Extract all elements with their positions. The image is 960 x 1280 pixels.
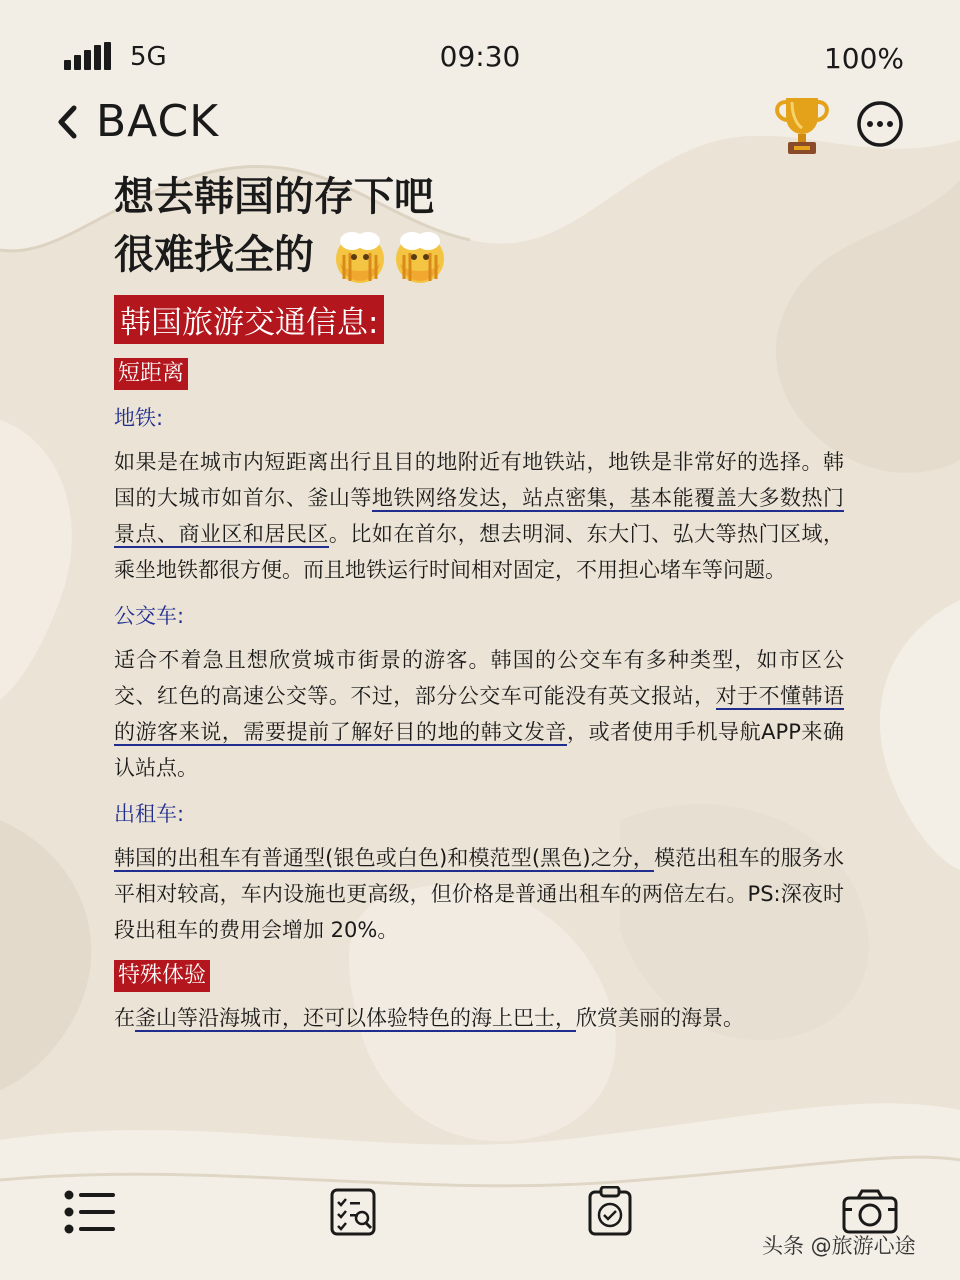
- bus-label: 公交车:: [114, 604, 185, 628]
- more-icon[interactable]: [856, 100, 904, 148]
- taxi-paragraph: [114, 840, 844, 948]
- subway-label: 地铁:: [114, 406, 164, 430]
- bus-text-2: ，或者使用手机导航APP来确认站点。: [114, 720, 844, 780]
- back-label: BACK: [96, 96, 220, 147]
- special-experience-tag: 特殊体验: [114, 960, 210, 992]
- special-paragraph: [114, 1000, 844, 1036]
- taxi-label: 出租车:: [114, 802, 185, 826]
- back-button[interactable]: [56, 96, 219, 147]
- watermark: 头条 @旅游心途: [762, 1234, 916, 1258]
- subway-underlined: 地铁网络发达，站点密集，基本能覆盖大多数热门景点、商业区和居民区: [114, 486, 845, 546]
- bus-text-1: 适合不着急且想欣赏城市街景的游客。韩国的公交车有多种类型，如市区公交、红色的高速公交等。不过，部分公交车可能没有英文报站，: [114, 648, 844, 708]
- special-text-1: 在: [114, 1006, 135, 1030]
- checklist-search-icon[interactable]: [330, 1188, 376, 1236]
- clock: 09:30: [439, 40, 521, 73]
- subway-text-1: 如果是在城市内短距离出行且目的地附近有地铁站，地铁是非常好的选择。韩国的大城市如首尔、釜山等: [114, 450, 844, 510]
- bus-underlined: 对于不懂韩语的游客来说，需要提前了解好目的地的韩文发音: [114, 684, 845, 744]
- battery-level: 100%: [823, 42, 904, 75]
- subway-text-2: 。比如在首尔，想去明洞、东大门、弘大等热门区域，乘坐地铁都很方便。而且地铁运行时间相对固定，不用担心堵车等问题。: [114, 522, 845, 582]
- headline-line-2: 很难找全的: [114, 232, 314, 278]
- headline-line-1: 想去韩国的存下吧: [114, 174, 434, 220]
- face-hands-emoji-icon: [332, 229, 448, 285]
- bus-paragraph: [114, 642, 844, 786]
- chevron-left-icon: [56, 104, 78, 140]
- nav-bar: [0, 96, 960, 160]
- special-underlined: 釜山等沿海城市，还可以体验特色的海上巴士，: [135, 1006, 576, 1030]
- bottom-toolbar: [0, 1186, 960, 1258]
- camera-icon[interactable]: [842, 1188, 898, 1234]
- clipboard-check-icon[interactable]: [588, 1186, 632, 1236]
- subway-paragraph: [114, 444, 844, 588]
- special-text-2: 欣赏美丽的海景。: [576, 1006, 744, 1030]
- taxi-text-1: 模范出租车的服务水平相对较高，车内设施也更高级，但价格是普通出租车的两倍左右。PS:深夜时段出租车的费用会增加 20%。: [114, 846, 844, 942]
- status-bar: [0, 38, 960, 78]
- section-title: 韩国旅游交通信息:: [114, 295, 384, 344]
- list-icon[interactable]: [64, 1190, 116, 1234]
- taxi-underlined: 韩国的出租车有普通型(银色或白色)和模范型(黑色)之分，: [114, 846, 655, 870]
- post-body: [114, 168, 844, 1048]
- network-label: 5G: [130, 42, 167, 72]
- trophy-icon[interactable]: [772, 94, 832, 156]
- short-distance-tag: 短距离: [114, 358, 188, 390]
- headline: [114, 168, 844, 285]
